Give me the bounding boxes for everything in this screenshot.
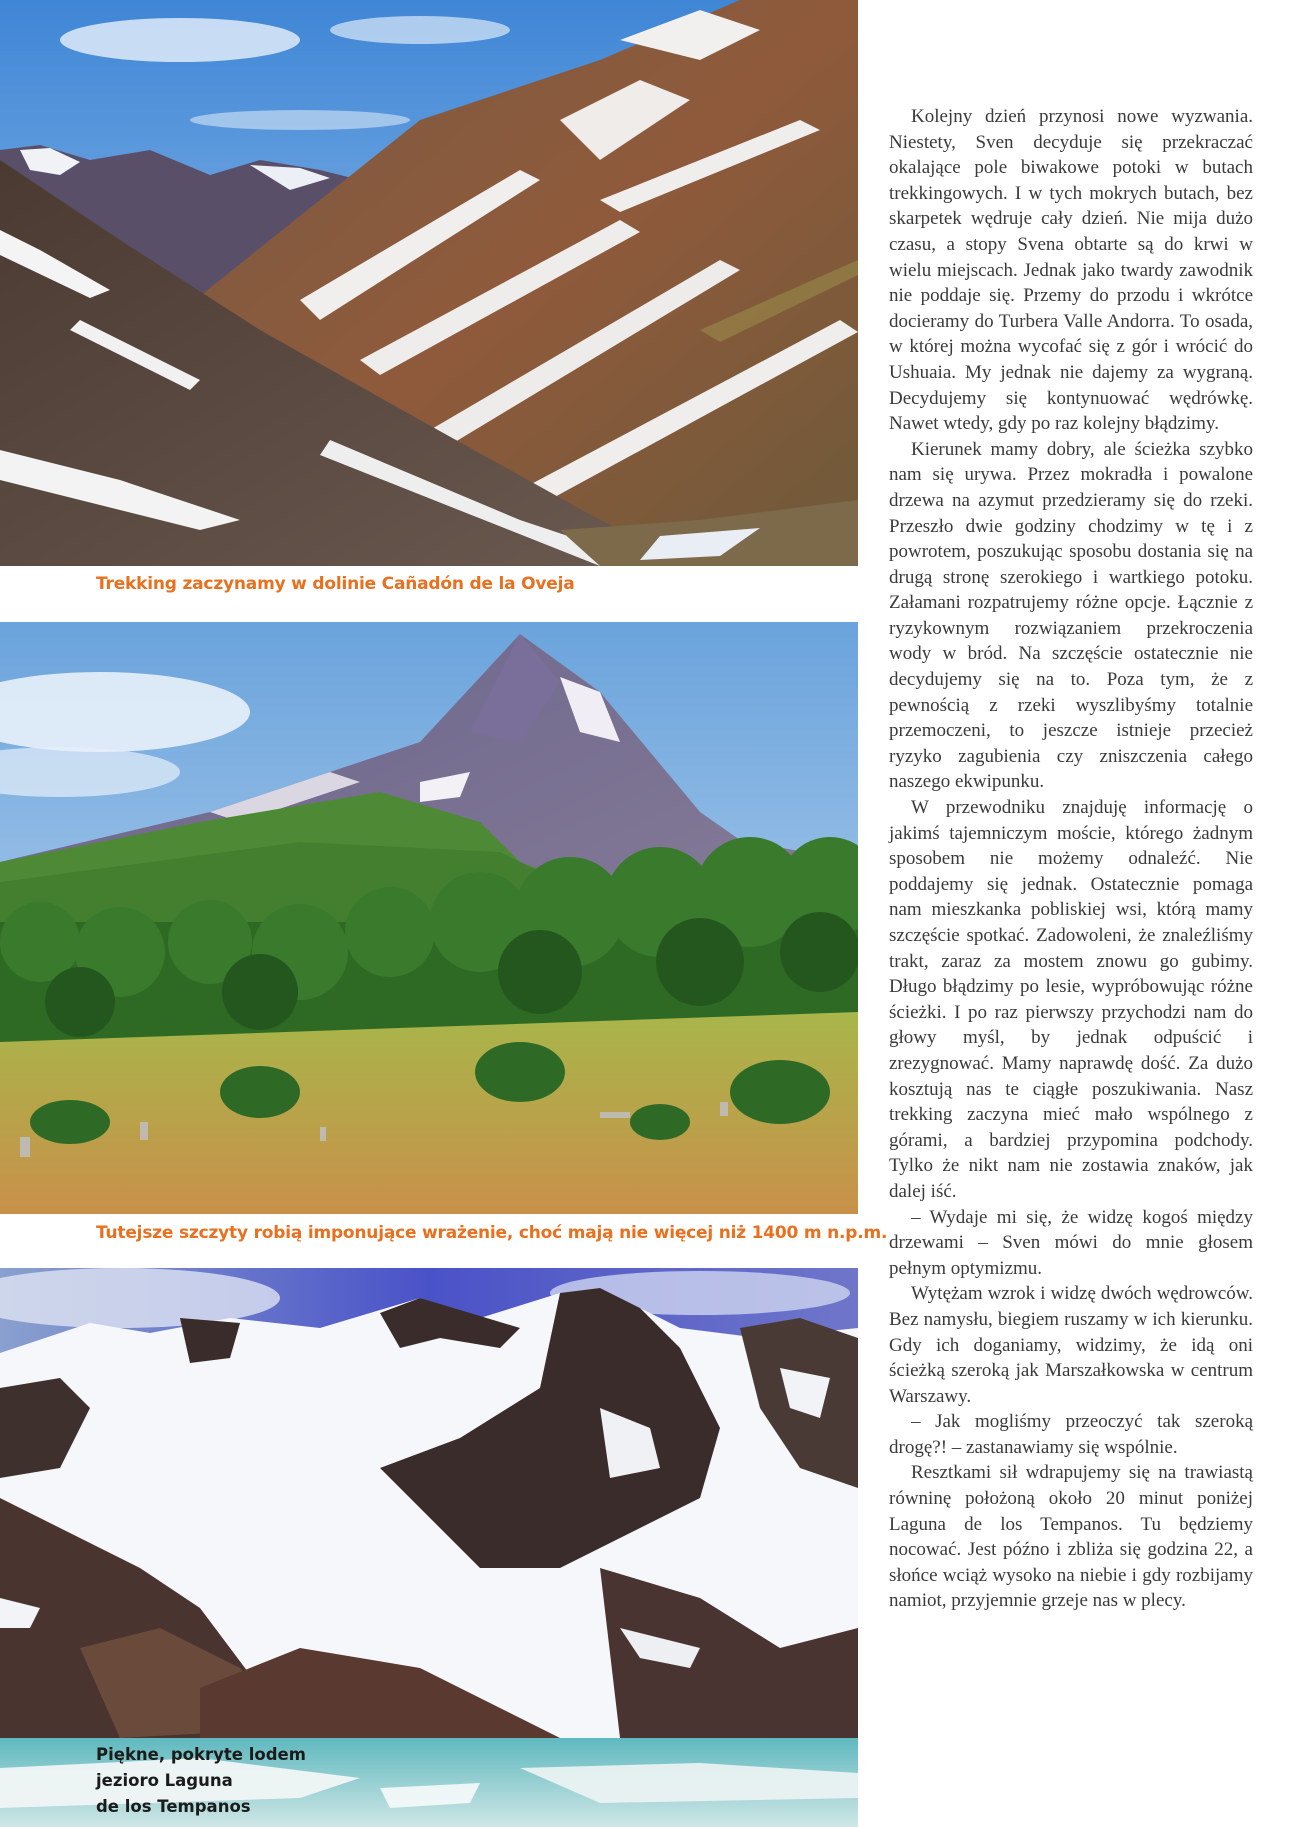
photo-peak-meadow-image xyxy=(0,622,858,1214)
caption-photo3 xyxy=(96,1742,306,1820)
article-paragraph: – Wydaje mi się, że widzę kogoś między drzewami – Sven mówi do mnie głosem pełnym optymizmu. xyxy=(889,1206,1253,1279)
caption-photo1: Trekking zaczynamy w dolinie Cañadón de la Oveja xyxy=(96,574,575,594)
article-paragraph: Kolejny dzień przynosi nowe wyzwania. Niestety, Sven decyduje się przekraczać okalające pole biwakowe potoki w butach trekkingowych. I w tych mokrych butach, bez skarpetek wędruje cały dzień. Nie mija dużo czasu, a stopy Svena obtarte są do krwi w wielu miejscach. Jednak jako twardy zawodnik nie poddaje się. Przemy do przodu i wkrótce docieramy do Turbera Valle Andorra. To osada, w której można wycofać się z gór i wrócić do Ushuaia. My jednak nie dajemy za wygraną. Decydujemy się kontynuować wędrówkę. Nawet wtedy, gdy po raz kolejny błądzimy. xyxy=(889,106,1253,435)
article-text xyxy=(889,104,1253,1614)
caption-photo3-line: jezioro Laguna xyxy=(96,1771,233,1790)
photo-peak-meadow xyxy=(0,622,858,1214)
article-paragraph: Kierunek mamy dobry, ale ścieżka szybko nam się urywa. Przez mokradła i powalone drzewa na azymut przedzieramy się do rzeki. Przeszło dwie godziny chodzimy w tę i z powrotem, poszukując sposobu dostania się na drugą stronę szerokiego i wartkiego potoku. Załamani rozpatrujemy różne opcje. Łącznie z ryzykownym rozwiązaniem przekroczenia wody w bród. Na szczęście ostatecznie nie decydujemy się na to. Poza tym, że z pewnością z rzeki wyszlibyśmy totalnie przemoczeni, to jeszcze istnieje przecież ryzyko zagubienia czy zniszczenia całego naszego ekwipunku. xyxy=(889,438,1253,793)
caption-photo3-line: de los Tempanos xyxy=(96,1797,251,1816)
article-paragraph: – Jak mogliśmy przeoczyć tak szeroką drogę?! – zastanawiamy się wspólnie. xyxy=(889,1411,1253,1458)
photo-canadon-valley xyxy=(0,0,858,566)
caption-photo2: Tutejsze szczyty robią imponujące wrażenie, choć mają nie więcej niż 1400 m n.p.m. xyxy=(96,1223,888,1243)
caption-photo3-line: Piękne, pokryte lodem xyxy=(96,1745,306,1764)
article-paragraph: Wytężam wzrok i widzę dwóch wędrowców. Bez namysłu, biegiem ruszamy w ich kierunku. Gdy ich doganiamy, widzimy, że idą oni ścieżką szeroką jak Marszałkowska w centrum Warszawy. xyxy=(889,1283,1253,1407)
article-paragraph: Resztkami sił wdrapujemy się na trawiastą równinę położoną około 20 minut poniżej Laguna de los Tempanos. Tu będziemy nocować. Jest późno i zbliża się godzina 22, a słońce wciąż wysoko na niebie i gdy rozbijamy namiot, przyjemnie grzeje nas w plecy. xyxy=(889,1462,1253,1612)
photo-canadon-valley-image xyxy=(0,0,858,566)
article-paragraph: W przewodniku znajduję informację o jakimś tajemniczym moście, którego żadnym sposobem nie możemy odnaleźć. Nie poddajemy się jednak. Ostatecznie pomaga nam mieszkanka pobliskiej wsi, którą mamy szczęście spotkać. Zadowoleni, że znaleźliśmy trakt, zaraz za mostem znowu go gubimy. Długo błądzimy po lesie, wypróbowując różne ścieżki. I po raz pierwszy przychodzi nam do głowy myśl, by jednak odpuścić i zrezygnować. Mamy naprawdę dość. Za dużo kosztują nas te ciągłe poszukiwania. Nasz trekking zaczyna mieć mało wspólnego z górami, a bardziej przypomina podchody. Tylko że nikt nam nie zostawia znaków, jak dalej iść. xyxy=(889,797,1253,1202)
